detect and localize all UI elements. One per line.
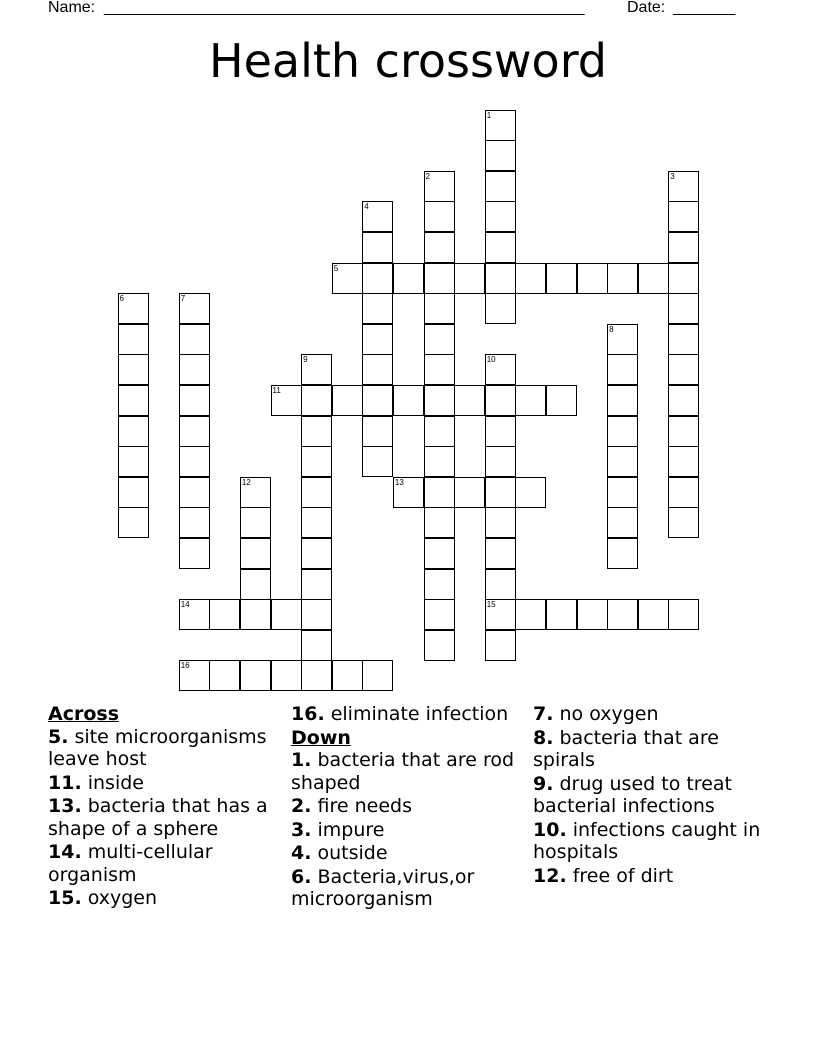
grid-cell[interactable] — [638, 599, 669, 630]
grid-cell[interactable] — [118, 446, 149, 477]
grid-cell[interactable] — [638, 263, 669, 294]
grid-cell[interactable] — [424, 263, 455, 294]
clue-number: 4. — [291, 842, 312, 864]
grid-cell[interactable] — [577, 263, 608, 294]
clue-text: site microorganisms leave host — [48, 725, 267, 770]
grid-cell[interactable] — [301, 446, 332, 477]
clue-number: 2. — [291, 795, 312, 817]
date-label: Date: — [627, 0, 666, 16]
clue-item — [48, 795, 284, 840]
grid-cell[interactable] — [607, 599, 638, 630]
cell-number: 8 — [609, 324, 614, 334]
grid-cell[interactable] — [577, 599, 608, 630]
grid-cell[interactable] — [179, 293, 210, 324]
grid-cell[interactable] — [240, 660, 271, 691]
grid-cell[interactable] — [240, 507, 271, 538]
clue-item — [291, 866, 527, 911]
cell-number: 13 — [394, 477, 404, 487]
clue-item — [48, 726, 284, 771]
cell-number: 6 — [119, 294, 124, 304]
grid-cell[interactable] — [485, 140, 516, 171]
grid-cell[interactable] — [485, 599, 516, 630]
clue-text: bacteria that has a shape of a sphere — [48, 795, 268, 840]
grid-cell[interactable] — [515, 599, 546, 630]
grid-cell[interactable] — [607, 324, 638, 355]
cell-number: 12 — [241, 477, 251, 487]
clue-item — [291, 842, 527, 865]
grid-cell[interactable] — [424, 446, 455, 477]
grid-cell[interactable] — [179, 324, 210, 355]
grid-cell[interactable] — [301, 599, 332, 630]
clue-text: eliminate infection — [330, 703, 509, 725]
grid-cell[interactable] — [209, 660, 240, 691]
clue-number: 14. — [48, 841, 82, 863]
grid-cell[interactable] — [362, 232, 393, 263]
grid-cell[interactable] — [240, 599, 271, 630]
grid-cell[interactable] — [546, 385, 577, 416]
grid-cell[interactable] — [240, 569, 271, 600]
grid-cell[interactable] — [668, 171, 699, 202]
grid-cell[interactable] — [485, 446, 516, 477]
grid-cell[interactable] — [362, 293, 393, 324]
cell-number: 2 — [425, 171, 430, 181]
grid-cell[interactable] — [668, 599, 699, 630]
clue-number: 8. — [533, 726, 554, 749]
grid-cell[interactable] — [179, 385, 210, 416]
grid-cell[interactable] — [179, 446, 210, 477]
grid-cell[interactable] — [607, 385, 638, 416]
clue-item — [291, 795, 527, 818]
grid-cell[interactable] — [118, 385, 149, 416]
clue-text: Bacteria,virus,or microorganism — [291, 865, 475, 910]
clue-text: no oxygen — [559, 703, 659, 725]
clue-item — [48, 841, 284, 886]
grid-cell[interactable] — [668, 354, 699, 385]
grid-cell[interactable] — [668, 477, 699, 508]
grid-cell[interactable] — [240, 538, 271, 569]
grid-cell[interactable] — [424, 630, 455, 661]
grid-cell[interactable] — [362, 201, 393, 232]
clues-column-3 — [533, 703, 783, 888]
grid-cell[interactable] — [393, 477, 424, 508]
clue-text: infections caught in hospitals — [533, 818, 761, 863]
cell-number: 5 — [333, 263, 339, 273]
grid-cell[interactable] — [607, 263, 638, 294]
grid-cell[interactable] — [118, 354, 149, 385]
grid-cell[interactable] — [485, 569, 516, 600]
grid-cell[interactable] — [301, 477, 332, 508]
grid-cell[interactable] — [301, 507, 332, 538]
grid-cell[interactable] — [301, 385, 332, 416]
grid-cell[interactable] — [179, 538, 210, 569]
clue-item — [291, 749, 527, 794]
cell-number: 1 — [486, 110, 492, 120]
grid-cell[interactable] — [362, 416, 393, 447]
grid-cell[interactable] — [668, 385, 699, 416]
grid-cell[interactable] — [515, 477, 546, 508]
grid-cell[interactable] — [454, 385, 485, 416]
clue-text: bacteria that are spirals — [533, 726, 719, 771]
clue-text: free of dirt — [572, 864, 674, 887]
grid-cell[interactable] — [485, 354, 516, 385]
grid-cell[interactable] — [362, 354, 393, 385]
grid-cell[interactable] — [607, 507, 638, 538]
clue-number: 10. — [533, 818, 567, 841]
header-line — [0, 0, 816, 19]
grid-cell[interactable] — [485, 538, 516, 569]
grid-cell[interactable] — [301, 630, 332, 661]
grid-cell[interactable] — [424, 507, 455, 538]
grid-cell[interactable] — [485, 385, 516, 416]
grid-cell[interactable] — [118, 507, 149, 538]
grid-cell[interactable] — [424, 599, 455, 630]
down-heading: Down — [291, 726, 351, 749]
across-heading: Across — [48, 703, 120, 725]
clue-text: outside — [317, 842, 388, 864]
clue-item — [533, 727, 783, 772]
grid-cell[interactable] — [424, 477, 455, 508]
grid-cell[interactable] — [301, 538, 332, 569]
clue-number: 13. — [48, 795, 82, 817]
clue-text: bacteria that are rod shaped — [291, 749, 515, 794]
clue-text: multi-cellular organism — [48, 841, 213, 886]
grid-cell[interactable] — [668, 232, 699, 263]
grid-cell[interactable] — [362, 660, 393, 691]
grid-cell[interactable] — [118, 324, 149, 355]
clue-text: oxygen — [87, 887, 158, 909]
clue-number: 12. — [533, 864, 567, 887]
grid-cell[interactable] — [271, 660, 302, 691]
grid-cell[interactable] — [515, 263, 546, 294]
grid-cell[interactable] — [607, 477, 638, 508]
cell-number: 14 — [180, 600, 190, 610]
grid-cell[interactable] — [118, 416, 149, 447]
clue-text: impure — [317, 818, 385, 841]
grid-cell[interactable] — [485, 630, 516, 661]
grid-cell[interactable] — [668, 507, 699, 538]
grid-cell[interactable] — [301, 354, 332, 385]
grid-cell[interactable] — [668, 293, 699, 324]
grid-cell[interactable] — [546, 263, 577, 294]
grid-cell[interactable] — [668, 416, 699, 447]
grid-cell[interactable] — [424, 416, 455, 447]
grid-cell[interactable] — [424, 171, 455, 202]
clues-column-2 — [291, 703, 527, 912]
grid-cell[interactable] — [118, 477, 149, 508]
name-label: Name: — [48, 0, 96, 16]
grid-cell[interactable] — [271, 385, 302, 416]
clues-column-1 — [48, 703, 284, 911]
grid-cell[interactable] — [454, 477, 485, 508]
cell-number: 3 — [670, 171, 675, 181]
grid-cell[interactable] — [607, 354, 638, 385]
grid-cell[interactable] — [362, 446, 393, 477]
clue-number: 5. — [48, 725, 69, 748]
grid-cell[interactable] — [424, 538, 455, 569]
grid-cell[interactable] — [485, 416, 516, 447]
grid-cell[interactable] — [362, 324, 393, 355]
grid-cell[interactable] — [485, 477, 516, 508]
grid-cell[interactable] — [485, 110, 516, 141]
grid-cell[interactable] — [424, 569, 455, 600]
grid-cell[interactable] — [485, 232, 516, 263]
clue-text: inside — [87, 771, 144, 794]
grid-cell[interactable] — [362, 385, 393, 416]
clue-text: fire needs — [317, 795, 412, 817]
clue-item — [533, 819, 783, 864]
grid-cell[interactable] — [668, 324, 699, 355]
grid-cell[interactable] — [424, 293, 455, 324]
grid-cell[interactable] — [179, 354, 210, 385]
grid-cell[interactable] — [454, 263, 485, 294]
grid-cell[interactable] — [179, 660, 210, 691]
grid-cell[interactable] — [485, 293, 516, 324]
grid-cell[interactable] — [118, 293, 149, 324]
cell-number: 16 — [180, 661, 190, 671]
cell-number: 10 — [486, 355, 496, 365]
grid-cell[interactable] — [485, 201, 516, 232]
cell-number: 9 — [303, 355, 308, 365]
clue-item — [291, 819, 527, 842]
clue-item — [533, 773, 783, 818]
clue-item — [533, 703, 783, 726]
grid-cell[interactable] — [424, 354, 455, 385]
grid-cell[interactable] — [485, 263, 516, 294]
clue-item — [48, 887, 284, 910]
grid-cell[interactable] — [393, 385, 424, 416]
clue-number: 1. — [291, 749, 312, 771]
page-title: Health crossword — [208, 34, 607, 88]
grid-cell[interactable] — [668, 263, 699, 294]
cell-number: 11 — [272, 385, 281, 395]
cell-number: 4 — [364, 202, 369, 212]
grid-cell[interactable] — [485, 171, 516, 202]
grid-cell[interactable] — [668, 201, 699, 232]
grid-cell[interactable] — [668, 446, 699, 477]
grid-cell[interactable] — [332, 660, 363, 691]
grid-cell[interactable] — [607, 446, 638, 477]
clue-text: drug used to treat bacterial infections — [533, 772, 732, 817]
grid-cell[interactable] — [301, 660, 332, 691]
clue-item — [533, 865, 783, 888]
grid-cell[interactable] — [332, 385, 363, 416]
grid-cell[interactable] — [301, 569, 332, 600]
clue-number: 15. — [48, 887, 82, 909]
grid-cell[interactable] — [424, 324, 455, 355]
grid-cell[interactable] — [546, 599, 577, 630]
grid-cell[interactable] — [424, 385, 455, 416]
grid-cell[interactable] — [607, 416, 638, 447]
grid-cell[interactable] — [209, 599, 240, 630]
cell-number: 15 — [486, 600, 496, 610]
grid-cell[interactable] — [362, 263, 393, 294]
grid-cell[interactable] — [179, 477, 210, 508]
grid-cell[interactable] — [393, 263, 424, 294]
clue-number: 7. — [533, 703, 554, 725]
grid-cell[interactable] — [424, 232, 455, 263]
clue-number: 9. — [533, 772, 554, 795]
grid-cell[interactable] — [424, 201, 455, 232]
clue-item — [291, 703, 527, 726]
grid-cell[interactable] — [515, 385, 546, 416]
date-blank[interactable]: _______ — [673, 0, 736, 16]
name-blank[interactable]: ______________________________________________________ — [104, 0, 585, 16]
grid-cell[interactable] — [179, 599, 210, 630]
cell-number: 7 — [180, 294, 186, 304]
grid-cell[interactable] — [301, 416, 332, 447]
clue-number: 6. — [291, 865, 312, 888]
clue-item — [48, 772, 284, 795]
grid-cell[interactable] — [332, 263, 363, 294]
clue-number: 3. — [291, 818, 312, 841]
clue-number: 16. — [291, 703, 325, 725]
grid-cell[interactable] — [179, 416, 210, 447]
clue-number: 11. — [48, 771, 82, 794]
grid-cell[interactable] — [271, 599, 302, 630]
grid-cell[interactable] — [485, 507, 516, 538]
grid-cell[interactable] — [240, 477, 271, 508]
grid-cell[interactable] — [607, 538, 638, 569]
grid-cell[interactable] — [179, 507, 210, 538]
